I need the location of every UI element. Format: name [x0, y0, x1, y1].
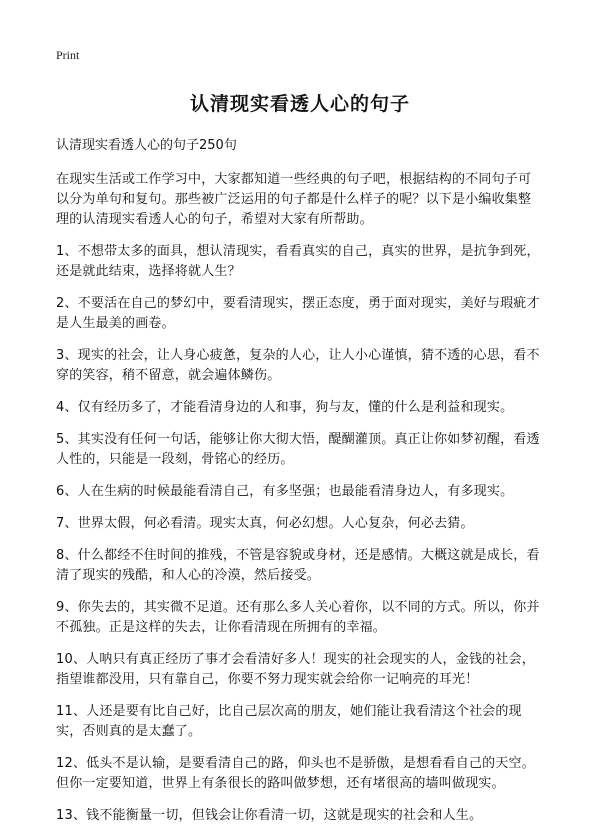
- list-item: 8、什么都经不住时间的推残，不管是容貌或身材，还是感情。大概这就是成长，看清了现实的残酷，和人心的冷漠，然后接受。: [56, 548, 540, 583]
- list-item: 5、其实没有任何一句话，能够让你大彻大悟，醍醐灌顶。真正让你如梦初醒，看透人性的，只能是一段刻，骨铭心的经历。: [56, 432, 540, 467]
- list-item: 13、钱不能衡量一切，但钱会让你看清一切，这就是现实的社会和人生。: [56, 808, 483, 823]
- list-item: 6、人在生病的时候最能看清自己，有多坚强；也最能看清身边人，有多现实。: [56, 484, 514, 499]
- list-item: 7、世界太假，何必看清。现实太真，何必幻想。人心复杂，何必去猜。: [56, 516, 474, 531]
- subtitle: 认清现实看透人心的句子250句: [56, 138, 237, 153]
- list-item: 11、人还是要有比自己好，比自己层次高的朋友，她们能让我看清这个社会的现实，否则真的是太蠢了。: [56, 704, 522, 739]
- list-item: 3、现实的社会，让人身心疲惫，复杂的人心，让人小心谨慎，猜不透的心思，看不穿的笑容，稍不留意，就会遍体鳞伤。: [56, 348, 540, 383]
- list-item: 4、仅有经历多了，才能看清身边的人和事，狗与友，懂的什么是利益和现实。: [56, 400, 514, 415]
- page-title: 认清现实看透人心的句子: [189, 93, 410, 115]
- list-item: 12、低头不是认输，是要看清自己的路，仰头也不是骄傲，是想看看自己的天空。但你一定要知道，世界上有条很长的路叫做梦想，还有堵很高的墙叫做现实。: [56, 756, 535, 791]
- list-item: 10、人呐只有真正经历了事才会看清好多人！现实的社会现实的人，金钱的社会，指望谁都没用，只有靠自己，你要不努力现实就会给你一记响亮的耳光！: [56, 652, 535, 687]
- intro-paragraph: 在现实生活或工作学习中，大家都知道一些经典的句子吧，根据结构的不同句子可以分为单句和复句。那些被广泛运用的句子都是什么样子的呢？以下是小编收集整理的认清现实看透人心的句子，希望对大家有所帮助。: [56, 172, 532, 227]
- list-item: 9、你失去的，其实微不足道。还有那么多人关心着你，以不同的方式。所以，你并不孤独。正是这样的失去，让你看清现在所拥有的幸福。: [56, 600, 540, 635]
- list-item: 2、不要活在自己的梦幻中，要看清现实，摆正态度，勇于面对现实，美好与瑕疵才是人生最美的画卷。: [56, 296, 540, 331]
- list-item: 1、不想带太多的面具，想认清现实，看看真实的自己，真实的世界，是抗争到死，还是就此结束，选择将就人生？: [56, 244, 540, 279]
- print-link[interactable]: Print: [56, 48, 80, 62]
